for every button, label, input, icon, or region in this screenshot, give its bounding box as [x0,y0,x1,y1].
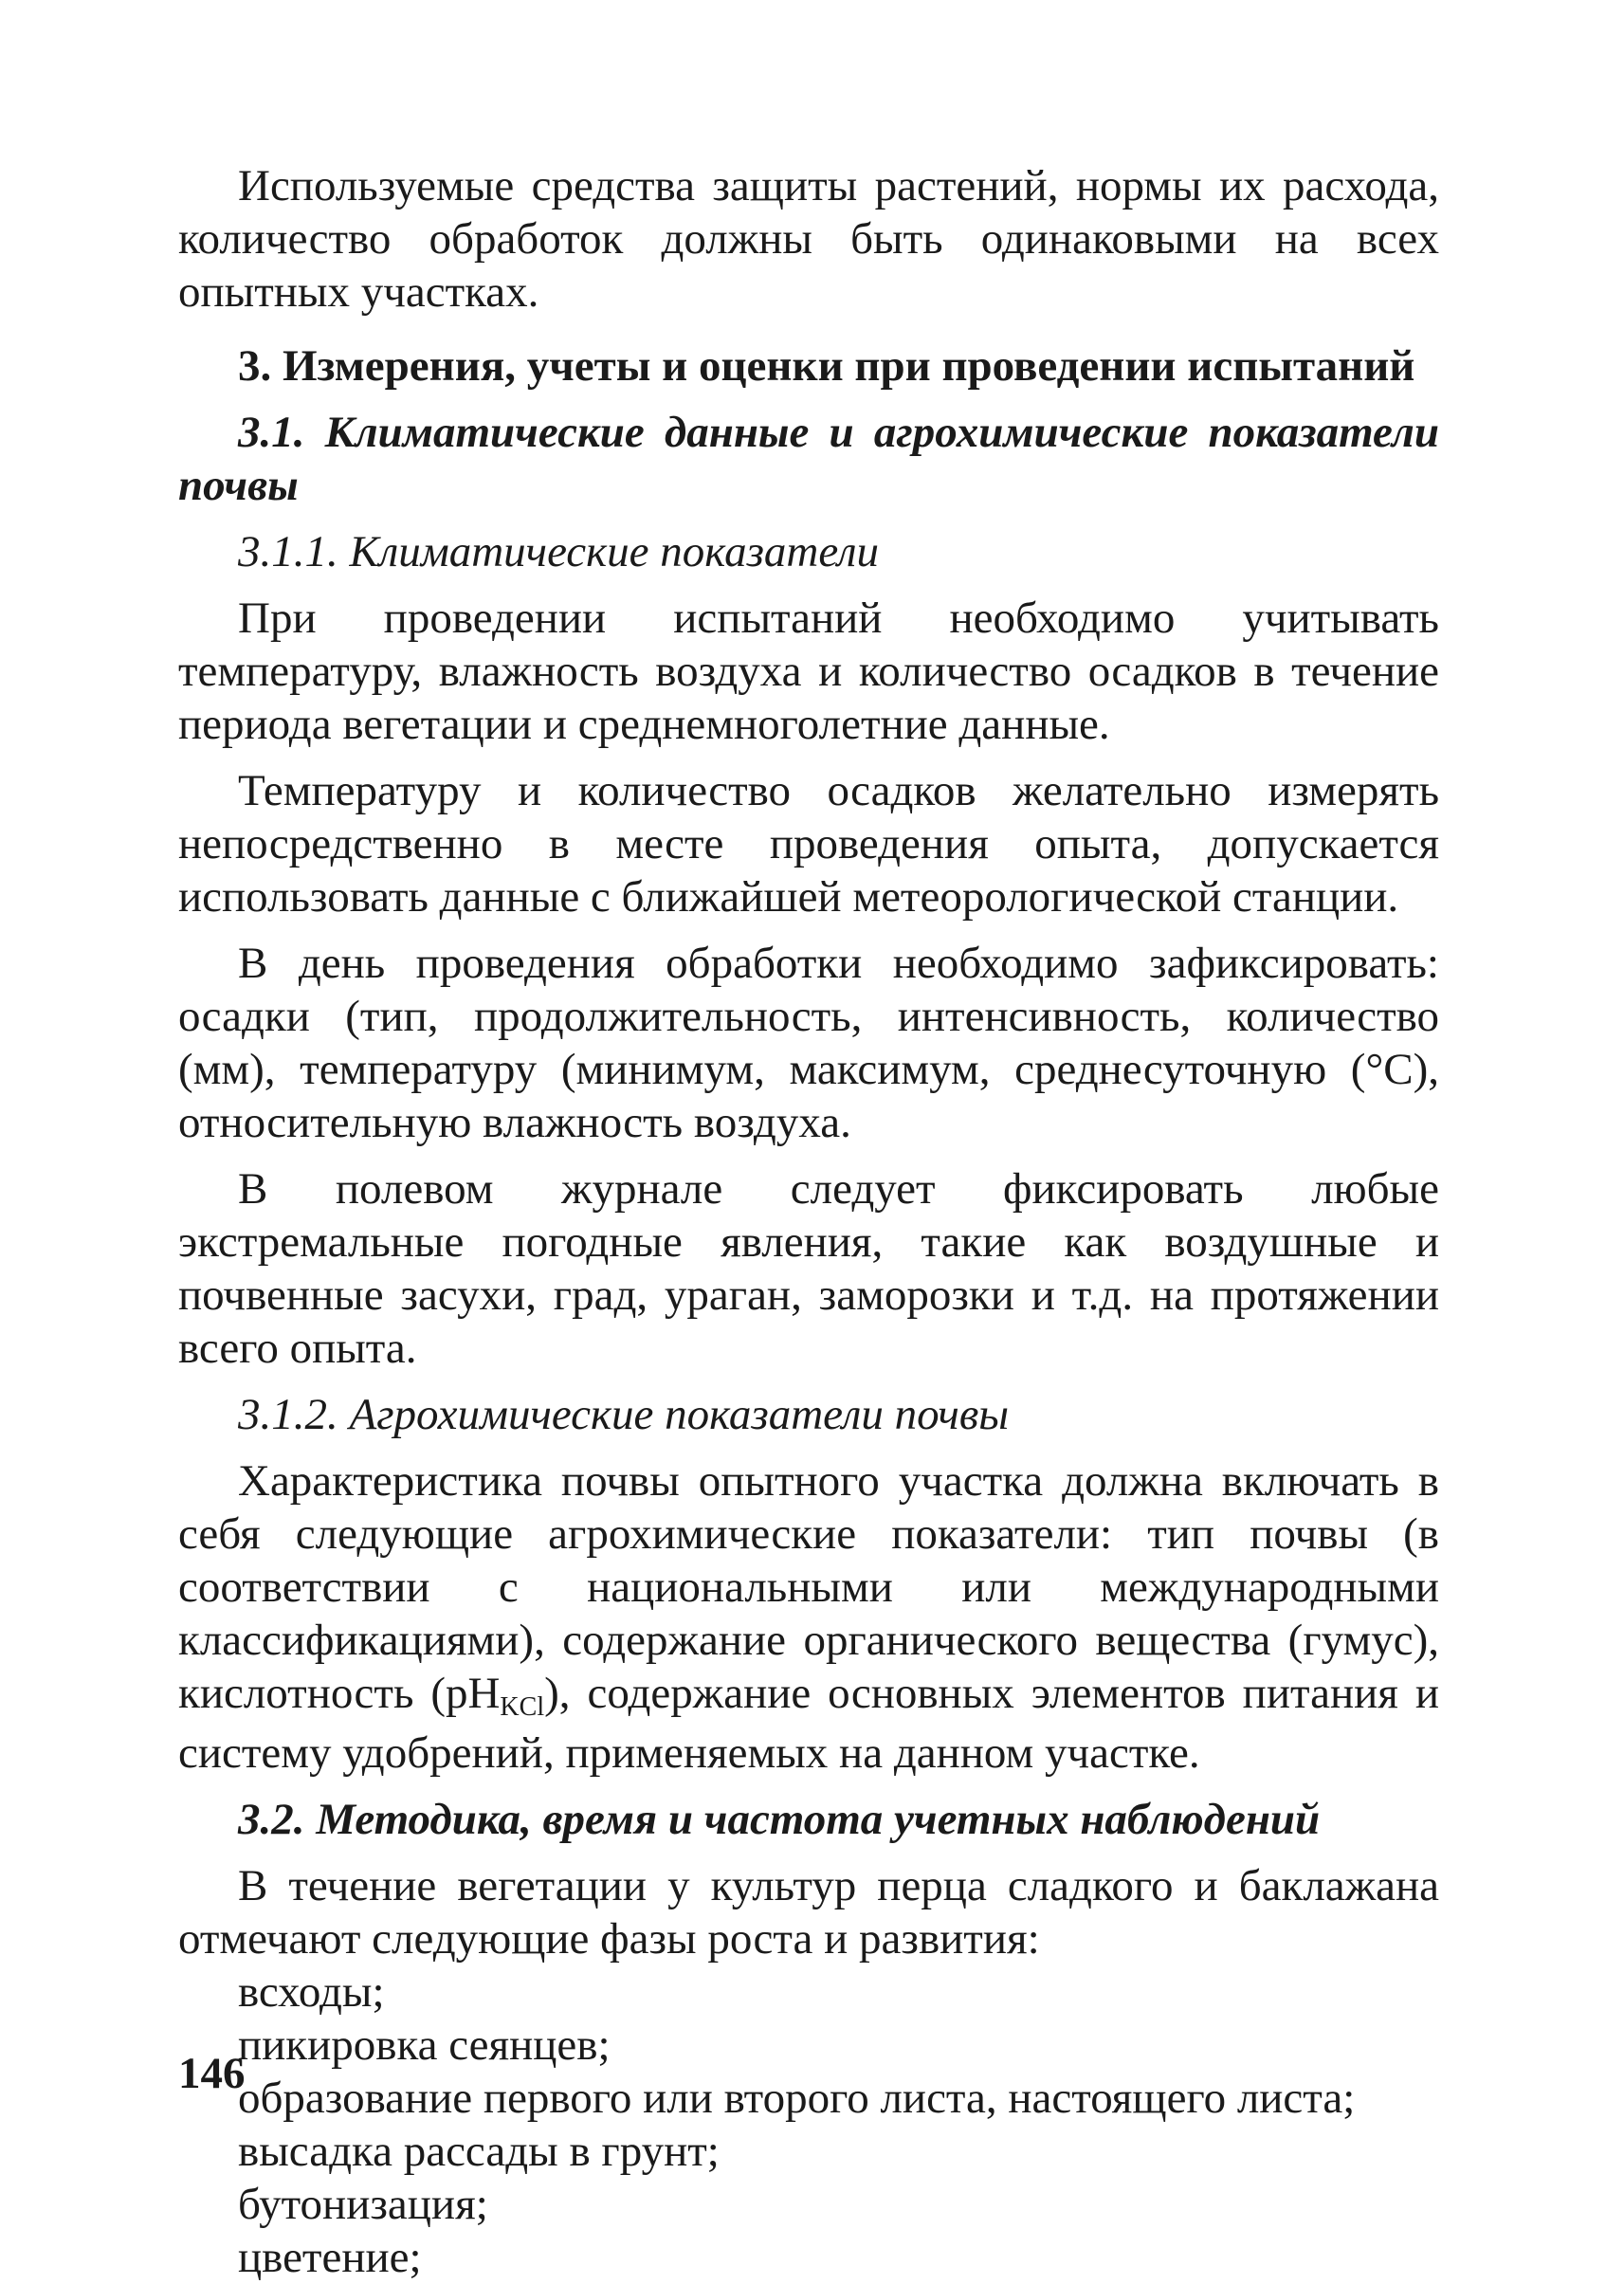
ph-subscript: KCl [500,1692,545,1722]
subsubsection-heading-3-1-1: 3.1.1. Климатические показатели [238,527,880,576]
subsubsection-heading-3-1-2: 3.1.2. Агрохимические показатели почвы [238,1390,1010,1439]
paragraph-climate-1: При проведении испытаний необходимо учитывать температуру, влажность воздуха и количество осадков в течение периода вегетации и среднемноголетние данные. [178,594,1439,749]
paragraph-plant-protection: Используемые средства защиты растений, нормы их расхода, количество обработок должны быть одинаковыми на всех опытных участках. [178,161,1439,317]
list-item: образование первого или второго листа, настоящего листа; [238,2074,1356,2123]
page-body [178,159,1439,2284]
section-heading-3: 3. Измерения, учеты и оценки при проведении испытаний [238,341,1415,391]
page-number: 146 [178,2049,246,2098]
paragraph-climate-3: В день проведения обработки необходимо зафиксировать: осадки (тип, продолжительность, интенсивность, количество (мм), температуру (минимум, максимум, среднесуточную (°C), относительную влажность воздуха. [178,939,1439,1147]
subsection-heading-3-2: 3.2. Методика, время и частота учетных наблюдений [238,1795,1321,1844]
paragraph-climate-2: Температуру и количество осадков желательно измерять непосредственно в месте проведения опыта, допускается использовать данные с ближайшей метеорологической станции. [178,766,1439,922]
paragraph-phases-intro: В течение вегетации у культур перца сладкого и баклажана отмечают следующие фазы роста и развития: [178,1861,1439,1964]
subsection-heading-3-1: 3.1. Климатические данные и агрохимические показатели почвы [178,408,1439,510]
list-item: бутонизация; [238,2180,488,2229]
list-item: высадка рассады в грунт; [238,2127,720,2176]
paragraph-soil [178,1454,1439,1780]
paragraph-climate-4: В полевом журнале следует фиксировать любые экстремальные погодные явления, такие как воздушные и почвенные засухи, град, ураган, заморозки и т.д. на протяжении всего опыта. [178,1164,1439,1373]
list-item: цветение; [238,2233,422,2282]
growth-phases-list [178,1965,1439,2284]
list-item: всходы; [238,1967,385,2017]
paragraph-soil-text-2: ), содержание основных элементов питания и систему удобрений, применяемых на данном участке. [178,1669,1439,1778]
paragraph-soil-text-1: Характеристика почвы опытного участка должна включать в себя следующие агрохимические показатели: тип почвы (в соответствии с национальными или международными классификациями), содержание органического вещества (гумус), кислотность (pH [178,1456,1439,1718]
list-item: пикировка сеянцев; [238,2020,611,2070]
